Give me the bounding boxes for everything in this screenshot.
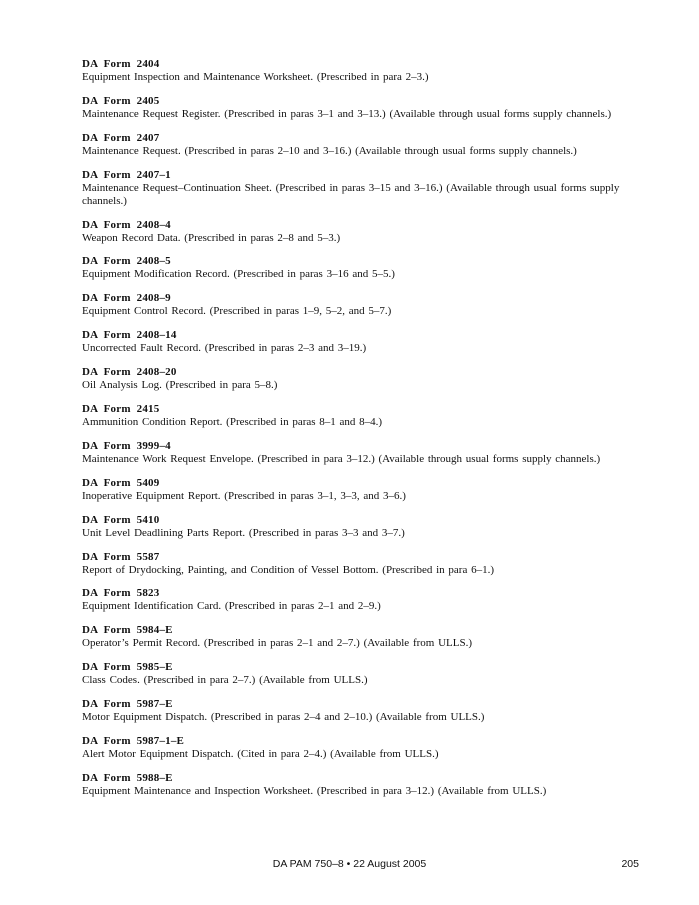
form-title: DA Form 2404 xyxy=(82,58,160,70)
form-title: DA Form 3999–4 xyxy=(82,439,171,452)
form-description: Report of Drydocking, Painting, and Condition of Vessel Bottom. (Prescribed in para 6–1.) xyxy=(82,563,495,576)
form-entry xyxy=(82,551,642,577)
form-description: Unit Level Deadlining Parts Report. (Prescribed in paras 3–3 and 3–7.) xyxy=(82,526,405,539)
form-title: DA Form 5410 xyxy=(82,513,160,526)
form-title: DA Form 5587 xyxy=(82,550,160,563)
form-description: Ammunition Condition Report. (Prescribed in paras 8–1 and 8–4.) xyxy=(82,416,383,429)
form-description: Maintenance Work Request Envelope. (Prescribed in para 3–12.) (Available through usual forms supply channels.) xyxy=(82,452,601,465)
form-title: DA Form 5985–E xyxy=(82,661,173,674)
form-description: Equipment Inspection and Maintenance Worksheet. (Prescribed in para 2–3.) xyxy=(82,71,429,83)
form-description: Equipment Identification Card. (Prescribed in paras 2–1 and 2–9.) xyxy=(82,600,381,613)
form-entry xyxy=(82,58,642,84)
form-title: DA Form 2408–5 xyxy=(82,255,171,268)
form-title: DA Form 5987–1–E xyxy=(82,735,185,748)
form-title: DA Form 2407–1 xyxy=(82,168,171,181)
form-entry xyxy=(82,440,642,466)
form-description: Inoperative Equipment Report. (Prescribed in paras 3–1, 3–3, and 3–6.) xyxy=(82,489,406,502)
form-title: DA Form 5984–E xyxy=(82,624,173,637)
form-entry xyxy=(82,514,642,540)
form-description: Equipment Maintenance and Inspection Worksheet. (Prescribed in para 3–12.) (Available from ULLS.) xyxy=(82,784,547,797)
form-description: Equipment Modification Record. (Prescribed in paras 3–16 and 5–5.) xyxy=(82,268,395,281)
form-entry xyxy=(82,661,642,687)
form-description: Maintenance Request Register. (Prescribed in paras 3–1 and 3–13.) (Available through usual forms supply channels.) xyxy=(82,107,612,120)
form-entry xyxy=(82,587,642,613)
form-description: Uncorrected Fault Record. (Prescribed in paras 2–3 and 3–19.) xyxy=(82,342,367,355)
form-title: DA Form 5987–E xyxy=(82,698,173,711)
form-entry xyxy=(82,624,642,650)
form-title: DA Form 2408–14 xyxy=(82,329,177,342)
forms-list xyxy=(82,58,642,809)
publication-info: DA PAM 750–8 • 22 August 2005 xyxy=(272,858,427,870)
form-title: DA Form 5409 xyxy=(82,476,160,489)
form-description: Class Codes. (Prescribed in para 2–7.) (Available from ULLS.) xyxy=(82,674,368,687)
form-description: Operator’s Permit Record. (Prescribed in paras 2–1 and 2–7.) (Available from ULLS.) xyxy=(82,637,472,650)
form-entry xyxy=(82,219,642,245)
form-entry xyxy=(82,329,642,355)
form-description: Motor Equipment Dispatch. (Prescribed in paras 2–4 and 2–10.) (Available from ULLS.) xyxy=(82,711,485,724)
form-entry xyxy=(82,366,642,392)
form-title: DA Form 5988–E xyxy=(82,771,173,784)
form-entry xyxy=(82,95,642,121)
form-entry xyxy=(82,403,642,429)
form-title: DA Form 2407 xyxy=(82,131,160,144)
form-description: Weapon Record Data. (Prescribed in paras 2–8 and 5–3.) xyxy=(82,231,341,244)
form-entry xyxy=(82,255,642,281)
form-entry xyxy=(82,169,642,208)
form-title: DA Form 2415 xyxy=(82,403,160,416)
form-entry xyxy=(82,735,642,761)
form-title: DA Form 2405 xyxy=(82,94,160,107)
form-title: DA Form 2408–9 xyxy=(82,292,171,305)
form-entry xyxy=(82,292,642,318)
form-description: Maintenance Request. (Prescribed in paras 2–10 and 3–16.) (Available through usual forms supply channels.) xyxy=(82,144,577,157)
form-title: DA Form 2408–4 xyxy=(82,218,171,231)
form-description: Oil Analysis Log. (Prescribed in para 5–8.) xyxy=(82,379,278,392)
form-description: Maintenance Request–Continuation Sheet. (Prescribed in paras 3–15 and 3–16.) (Available through usual forms supply channels.) xyxy=(82,181,620,207)
form-entry xyxy=(82,477,642,503)
form-entry xyxy=(82,698,642,724)
form-title: DA Form 5823 xyxy=(82,587,160,600)
form-title: DA Form 2408–20 xyxy=(82,366,177,379)
form-entry xyxy=(82,132,642,158)
form-entry xyxy=(82,772,642,798)
form-description: Equipment Control Record. (Prescribed in paras 1–9, 5–2, and 5–7.) xyxy=(82,305,392,318)
form-description: Alert Motor Equipment Dispatch. (Cited in para 2–4.) (Available from ULLS.) xyxy=(82,748,439,761)
page-number: 205 xyxy=(621,858,639,870)
